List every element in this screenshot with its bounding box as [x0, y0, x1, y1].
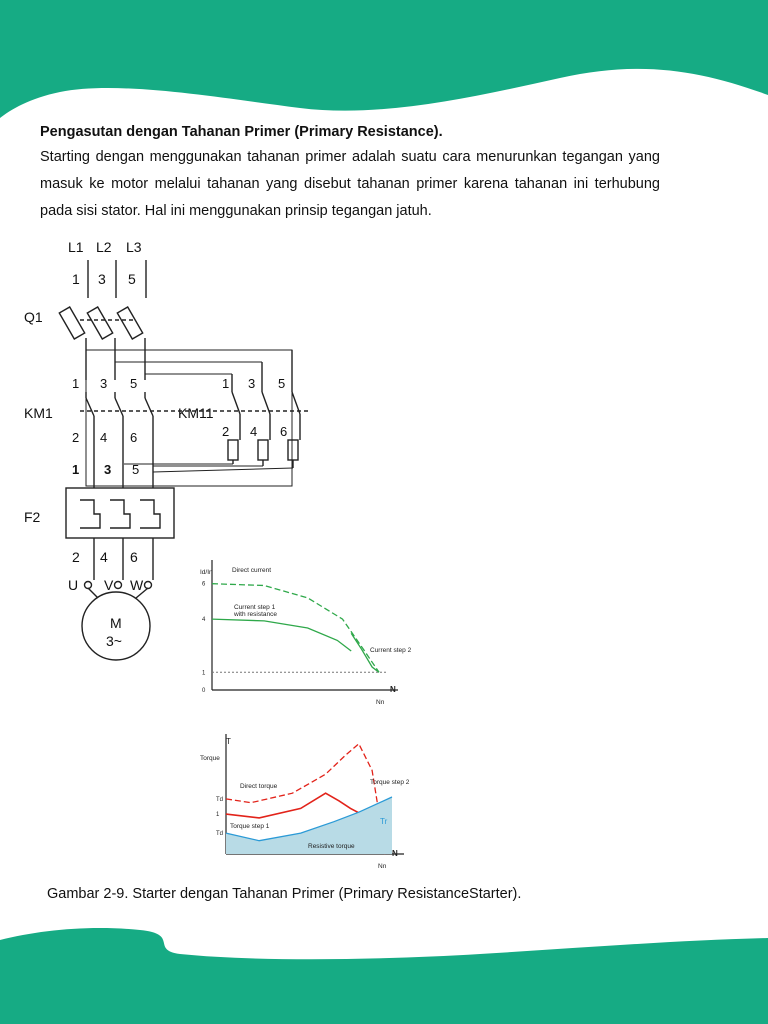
bottom-band-shape: [0, 928, 768, 1024]
f2-bottom-2: 2: [72, 549, 80, 565]
km11-top-5: 5: [278, 376, 286, 391]
f2-top-1: 1: [72, 462, 80, 477]
label-f2: F2: [24, 509, 41, 525]
km1-bottom-4: 4: [100, 430, 108, 445]
terminal-top-5: 5: [128, 271, 136, 287]
body-paragraph: Starting dengan menggunakan tahanan primer adalah suatu cara menurunkan tegangan yang masuk ke motor melalui tahanan yang disebut tahanan primer karena tahanan ini terhubung pada sisi stator. Hal ini menggunakan prinsip tegangan jatuh.: [40, 149, 660, 219]
km1-top-3: 3: [100, 376, 108, 391]
f2-top-3: 3: [104, 462, 112, 477]
current-chart-ylabel: Id/In: [200, 569, 213, 576]
torque-y-tick: Td: [216, 796, 224, 803]
current-series-0: [212, 584, 379, 673]
torque-y-tick: 1: [216, 812, 220, 819]
f2-bottom-4: 4: [100, 549, 108, 565]
torque-annotation-step1: Torque step 1: [230, 823, 270, 830]
section-heading: Pengasutan dengan Tahanan Primer (Primary Resistance).: [40, 124, 443, 140]
torque-y-tick: Td: [216, 831, 224, 838]
label-km1: KM1: [24, 405, 53, 421]
km11-bottom-6: 6: [280, 424, 288, 439]
current-annotation-step2: Current step 2: [370, 647, 412, 654]
km1-bottom-2: 2: [72, 430, 80, 445]
current-chart-x-end: Nn: [376, 699, 385, 706]
km11-top-3: 3: [248, 376, 256, 391]
current-y-tick: 1: [202, 670, 206, 677]
torque-annotation-resistive: Resistive torque: [308, 843, 355, 850]
label-km11: KM11: [178, 405, 214, 421]
primary-resistors: [124, 440, 298, 472]
f2-bottom-6: 6: [130, 549, 138, 565]
km1-top-5: 5: [130, 376, 138, 391]
top-band-shape: [0, 0, 768, 118]
km11-contactor: [232, 392, 300, 440]
motor-terminal-u: U: [68, 577, 79, 593]
current-annotation-step1-b: with resistance: [234, 611, 277, 618]
terminal-top-1: 1: [72, 271, 80, 287]
km11-top-1: 1: [222, 376, 230, 391]
current-y-tick: 6: [202, 581, 206, 588]
current-annotation-step1: Current step 1: [234, 604, 276, 611]
torque-chart-xlabel: N: [392, 849, 398, 858]
terminal-top-3: 3: [98, 271, 106, 287]
label-l3: L3: [126, 239, 142, 255]
torque-annotation-step2: Torque step 2: [370, 779, 410, 786]
motor-label-m: M: [110, 615, 122, 631]
f2-top-5: 5: [132, 462, 140, 477]
label-q1: Q1: [24, 309, 43, 325]
bottom-decorative-band: [0, 910, 768, 1024]
km1-contactor: [80, 392, 308, 470]
km11-bottom-4: 4: [250, 424, 258, 439]
current-chart-xlabel: N: [390, 685, 396, 694]
label-l2: L2: [96, 239, 112, 255]
starting-current-chart: [190, 560, 430, 710]
q1-fuse-switch: [59, 307, 142, 339]
km1-top-1: 1: [72, 376, 80, 391]
label-l1: L1: [68, 239, 84, 255]
motor-terminal-v: V: [104, 577, 114, 593]
torque-annotation-tr: Tr: [380, 817, 388, 826]
current-y-tick: 4: [202, 617, 206, 624]
current-y-tick: 0: [202, 688, 206, 694]
motor-label-phase: 3~: [106, 633, 122, 649]
motor-terminal-w: W: [130, 577, 144, 593]
torque-chart-x-end: Nn: [378, 863, 387, 870]
figure-caption: Gambar 2-9. Starter dengan Tahanan Primer (Primary ResistanceStarter).: [47, 886, 522, 902]
km11-bottom-2: 2: [222, 424, 230, 439]
current-series-1: [212, 619, 351, 651]
torque-annotation-direct: Direct torque: [240, 783, 278, 790]
top-decorative-band: [0, 0, 768, 140]
current-annotation-direct: Direct current: [232, 567, 272, 574]
km1-bottom-6: 6: [130, 430, 138, 445]
torque-chart-ylabel: T: [226, 737, 231, 746]
starting-torque-chart: [190, 730, 430, 880]
torque-chart-title: Torque: [200, 755, 220, 762]
